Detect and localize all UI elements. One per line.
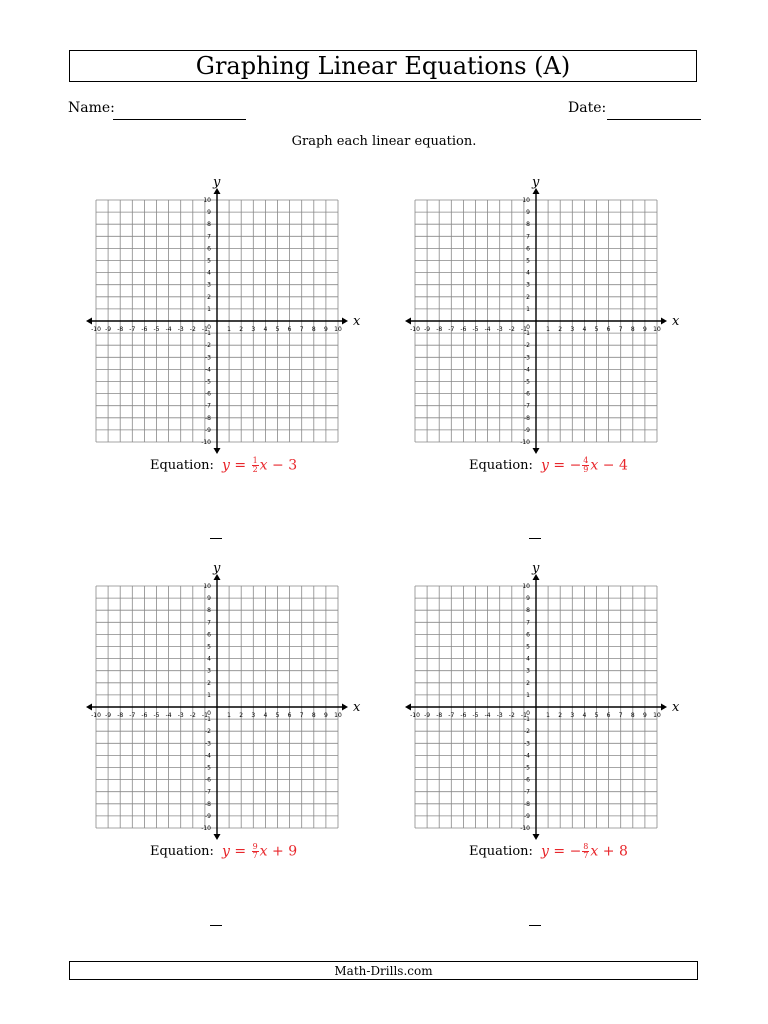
y-tick-label: 4	[207, 269, 211, 277]
x-tick-label: 2	[558, 326, 563, 333]
y-tick-label: 5	[207, 257, 211, 265]
instruction-text: Graph each linear equation.	[291, 134, 477, 149]
x-tick-label: -4	[165, 712, 172, 719]
x-axis-label: x	[353, 314, 361, 329]
x-tick-label: -3	[177, 326, 184, 333]
y-tick-label: -10	[201, 439, 211, 446]
x-tick-label: -10	[91, 712, 101, 719]
y-tick-label: 10	[203, 583, 211, 590]
x-tick-label: -8	[436, 712, 443, 719]
x-tick-label: -7	[448, 326, 455, 333]
x-tick-label: -3	[496, 712, 503, 719]
x-tick-label: 3	[251, 712, 256, 719]
x-tick-label: 8	[630, 326, 635, 333]
y-tick-label: 9	[526, 209, 530, 217]
y-tick-label: 4	[526, 655, 530, 663]
y-tick-label: -10	[201, 825, 211, 832]
x-tick-label: -9	[105, 326, 112, 333]
y-axis-arrow-down	[533, 834, 540, 840]
y-tick-label: 7	[207, 619, 211, 627]
x-tick-label: 9	[642, 326, 647, 333]
x-tick-label: 10	[653, 326, 661, 333]
x-tick-label: -8	[436, 326, 443, 333]
y-tick-label: 4	[207, 655, 211, 663]
x-tick-label: -2	[508, 326, 515, 333]
x-axis-label: x	[672, 700, 680, 715]
coordinate-grid[interactable]	[84, 168, 364, 468]
y-tick-label: 5	[526, 643, 530, 651]
answer-line[interactable]	[529, 925, 541, 926]
y-tick-label: -8	[205, 800, 211, 808]
origin-label: 0	[526, 710, 530, 717]
eq-numerator: 9	[252, 842, 258, 851]
eq-constant: 8	[618, 843, 628, 860]
x-tick-label: -9	[424, 712, 431, 719]
y-tick-label: -2	[524, 342, 530, 350]
y-tick-label: -7	[524, 788, 530, 796]
x-tick-label: 10	[334, 712, 342, 719]
x-tick-label: -7	[129, 712, 136, 719]
x-tick-label: -2	[189, 712, 196, 719]
y-tick-label: 8	[207, 221, 211, 229]
y-tick-label: -5	[524, 378, 530, 386]
problem-2	[403, 168, 683, 474]
y-tick-label: -6	[205, 390, 211, 398]
x-tick-label: 5	[594, 712, 599, 719]
x-axis-arrow-right	[342, 704, 348, 711]
x-tick-label: -6	[460, 712, 467, 719]
y-tick-label: -1	[205, 330, 211, 338]
y-tick-label: 6	[526, 631, 530, 639]
x-tick-label: 4	[582, 712, 587, 719]
y-tick-label: -2	[205, 342, 211, 350]
origin-label: 0	[207, 324, 211, 331]
eq-x: x	[590, 457, 599, 474]
eq-equals: =	[234, 843, 247, 860]
x-tick-label: -6	[141, 712, 148, 719]
date-label: Date:	[568, 100, 607, 116]
x-tick-label: 4	[582, 326, 587, 333]
x-tick-label: 4	[263, 712, 268, 719]
x-tick-label: 7	[299, 326, 304, 333]
eq-y: y	[541, 457, 549, 474]
coordinate-grid[interactable]	[403, 168, 683, 468]
y-tick-label: -7	[524, 402, 530, 410]
y-tick-label: 1	[207, 691, 211, 699]
eq-sign: −	[569, 843, 582, 860]
x-tick-label: 5	[275, 712, 280, 719]
problem-4	[403, 554, 683, 860]
y-tick-label: 5	[207, 643, 211, 651]
x-axis-label: x	[672, 314, 680, 329]
eq-x: x	[590, 843, 599, 860]
x-tick-label: 9	[323, 712, 328, 719]
x-tick-label: 6	[287, 712, 292, 719]
x-tick-label: -4	[484, 326, 491, 333]
y-tick-label: 1	[526, 305, 530, 313]
y-tick-label: -9	[524, 812, 530, 820]
x-tick-label: 8	[311, 712, 316, 719]
eq-denominator: 9	[583, 465, 589, 474]
x-tick-label: 6	[287, 326, 292, 333]
eq-numerator: 8	[583, 842, 589, 851]
x-tick-label: 10	[653, 712, 661, 719]
x-tick-label: -3	[177, 712, 184, 719]
origin-label: 0	[207, 710, 211, 717]
y-tick-label: 6	[207, 245, 211, 253]
x-tick-label: 10	[334, 326, 342, 333]
y-tick-label: -9	[524, 426, 530, 434]
x-tick-label: 1	[227, 712, 232, 719]
eq-operator: +	[602, 843, 615, 860]
y-tick-label: 8	[526, 221, 530, 229]
x-tick-label: 6	[606, 326, 611, 333]
x-axis-arrow-left	[405, 704, 411, 711]
y-tick-label: 6	[526, 245, 530, 253]
y-tick-label: -1	[205, 716, 211, 724]
eq-y: y	[222, 843, 230, 860]
equation-label: Equation:	[150, 844, 214, 859]
x-tick-label: -10	[410, 712, 420, 719]
y-tick-label: -4	[205, 366, 211, 374]
x-axis-arrow-right	[342, 318, 348, 325]
answer-line[interactable]	[529, 538, 541, 539]
x-tick-label: -3	[496, 326, 503, 333]
problem-3	[84, 554, 364, 860]
x-tick-label: 2	[239, 712, 244, 719]
x-tick-label: -5	[153, 326, 160, 333]
eq-x: x	[259, 457, 268, 474]
x-tick-label: -1	[520, 326, 527, 333]
x-tick-label: -5	[153, 712, 160, 719]
x-tick-label: 2	[239, 326, 244, 333]
y-tick-label: -5	[205, 764, 211, 772]
y-tick-label: -4	[524, 366, 530, 374]
y-tick-label: 6	[207, 631, 211, 639]
eq-constant: 9	[288, 843, 298, 860]
eq-sign: −	[569, 457, 582, 474]
x-tick-label: 3	[570, 712, 575, 719]
y-tick-label: -4	[205, 752, 211, 760]
problem-1	[84, 168, 364, 474]
y-axis-label: y	[532, 175, 540, 190]
y-tick-label: 3	[526, 667, 530, 675]
y-tick-label: 10	[522, 197, 530, 204]
y-tick-label: -5	[205, 378, 211, 386]
eq-operator: −	[272, 457, 284, 474]
y-tick-label: -3	[205, 354, 211, 362]
y-tick-label: -7	[205, 788, 211, 796]
eq-operator: +	[272, 843, 284, 860]
x-tick-label: 3	[570, 326, 575, 333]
eq-denominator: 7	[583, 851, 589, 860]
y-tick-label: -4	[524, 752, 530, 760]
equation	[222, 843, 297, 860]
eq-x: x	[259, 843, 268, 860]
eq-fraction	[252, 843, 259, 860]
x-tick-label: -4	[484, 712, 491, 719]
y-tick-label: -8	[524, 800, 530, 808]
x-tick-label: -4	[165, 326, 172, 333]
x-tick-label: -1	[201, 712, 208, 719]
coordinate-grid[interactable]	[403, 554, 683, 854]
x-tick-label: 6	[606, 712, 611, 719]
coordinate-grid[interactable]	[84, 554, 364, 854]
x-tick-label: 3	[251, 326, 256, 333]
eq-y: y	[222, 457, 230, 474]
y-tick-label: -3	[524, 354, 530, 362]
eq-equals: =	[553, 843, 566, 860]
x-tick-label: 8	[311, 326, 316, 333]
eq-equals: =	[553, 457, 566, 474]
y-tick-label: -3	[524, 740, 530, 748]
y-tick-label: -2	[205, 728, 211, 736]
eq-constant: 3	[288, 457, 298, 474]
name-label: Name:	[68, 100, 115, 116]
y-axis-arrow-down	[533, 448, 540, 454]
x-tick-label: 9	[642, 712, 647, 719]
y-tick-label: -6	[524, 390, 530, 398]
equation	[541, 457, 628, 474]
x-tick-label: 7	[299, 712, 304, 719]
x-tick-label: 5	[594, 326, 599, 333]
name-line[interactable]	[113, 119, 246, 120]
x-axis-arrow-left	[405, 318, 411, 325]
y-tick-label: -8	[524, 414, 530, 422]
x-tick-label: 1	[546, 712, 551, 719]
y-tick-label: -5	[524, 764, 530, 772]
x-tick-label: -10	[410, 326, 420, 333]
equation-label: Equation:	[469, 458, 533, 473]
y-tick-label: 2	[207, 679, 211, 687]
x-tick-label: -1	[201, 326, 208, 333]
origin-label: 0	[526, 324, 530, 331]
y-tick-label: -8	[205, 414, 211, 422]
x-tick-label: -6	[141, 326, 148, 333]
y-axis-arrow-down	[214, 448, 221, 454]
worksheet-title: Graphing Linear Equations (A)	[69, 50, 697, 82]
x-tick-label: -5	[472, 712, 479, 719]
x-tick-label: -2	[508, 712, 515, 719]
y-tick-label: 1	[207, 305, 211, 313]
y-tick-label: -10	[520, 825, 530, 832]
x-tick-label: -9	[105, 712, 112, 719]
equation	[541, 843, 628, 860]
x-tick-label: 1	[546, 326, 551, 333]
x-tick-label: -1	[520, 712, 527, 719]
y-tick-label: 2	[526, 679, 530, 687]
eq-fraction	[582, 843, 589, 860]
x-tick-label: -2	[189, 326, 196, 333]
y-tick-label: -3	[205, 740, 211, 748]
y-axis-label: y	[532, 561, 540, 576]
y-tick-label: 3	[207, 667, 211, 675]
y-tick-label: 3	[207, 281, 211, 289]
y-tick-label: 4	[526, 269, 530, 277]
y-tick-label: -7	[205, 402, 211, 410]
y-axis-label: y	[213, 561, 221, 576]
eq-fraction	[252, 457, 259, 474]
x-tick-label: 7	[618, 326, 623, 333]
y-tick-label: 10	[522, 583, 530, 590]
answer-line[interactable]	[210, 538, 222, 539]
y-tick-label: 10	[203, 197, 211, 204]
y-axis-arrow-down	[214, 834, 221, 840]
y-tick-label: 9	[207, 595, 211, 603]
x-axis-arrow-right	[661, 318, 667, 325]
y-tick-label: 8	[526, 607, 530, 615]
y-tick-label: 7	[207, 233, 211, 241]
y-tick-label: 9	[526, 595, 530, 603]
eq-constant: 4	[618, 457, 628, 474]
x-tick-label: -7	[129, 326, 136, 333]
x-tick-label: -6	[460, 326, 467, 333]
equation-label: Equation:	[150, 458, 214, 473]
y-tick-label: -6	[205, 776, 211, 784]
x-tick-label: -8	[117, 712, 124, 719]
y-tick-label: 7	[526, 619, 530, 627]
eq-y: y	[541, 843, 549, 860]
y-tick-label: -9	[205, 426, 211, 434]
y-tick-label: -1	[524, 330, 530, 338]
x-tick-label: 5	[275, 326, 280, 333]
x-tick-label: 7	[618, 712, 623, 719]
y-tick-label: 7	[526, 233, 530, 241]
date-line[interactable]	[607, 119, 701, 120]
footer: Math-Drills.com	[69, 961, 698, 980]
y-axis-label: y	[213, 175, 221, 190]
y-tick-label: -2	[524, 728, 530, 736]
x-tick-label: 1	[227, 326, 232, 333]
x-axis-arrow-left	[86, 318, 92, 325]
eq-operator: −	[602, 457, 615, 474]
y-tick-label: 2	[207, 293, 211, 301]
eq-numerator: 4	[583, 456, 589, 465]
y-tick-label: -9	[205, 812, 211, 820]
equation	[222, 457, 297, 474]
x-tick-label: -5	[472, 326, 479, 333]
x-tick-label: -9	[424, 326, 431, 333]
y-tick-label: -10	[520, 439, 530, 446]
x-tick-label: -7	[448, 712, 455, 719]
eq-numerator: 1	[252, 456, 258, 465]
y-tick-label: 8	[207, 607, 211, 615]
y-tick-label: 5	[526, 257, 530, 265]
y-tick-label: -6	[524, 776, 530, 784]
eq-denominator: 7	[252, 851, 258, 860]
y-tick-label: 3	[526, 281, 530, 289]
x-tick-label: 9	[323, 326, 328, 333]
x-tick-label: 8	[630, 712, 635, 719]
eq-denominator: 2	[252, 465, 258, 474]
x-tick-label: -10	[91, 326, 101, 333]
x-tick-label: -8	[117, 326, 124, 333]
y-tick-label: 1	[526, 691, 530, 699]
y-tick-label: 2	[526, 293, 530, 301]
equation-label: Equation:	[469, 844, 533, 859]
x-axis-arrow-right	[661, 704, 667, 711]
y-tick-label: 9	[207, 209, 211, 217]
x-axis-arrow-left	[86, 704, 92, 711]
eq-equals: =	[234, 457, 247, 474]
eq-fraction	[582, 457, 589, 474]
answer-line[interactable]	[210, 925, 222, 926]
y-tick-label: -1	[524, 716, 530, 724]
x-tick-label: 4	[263, 326, 268, 333]
x-tick-label: 2	[558, 712, 563, 719]
x-axis-label: x	[353, 700, 361, 715]
